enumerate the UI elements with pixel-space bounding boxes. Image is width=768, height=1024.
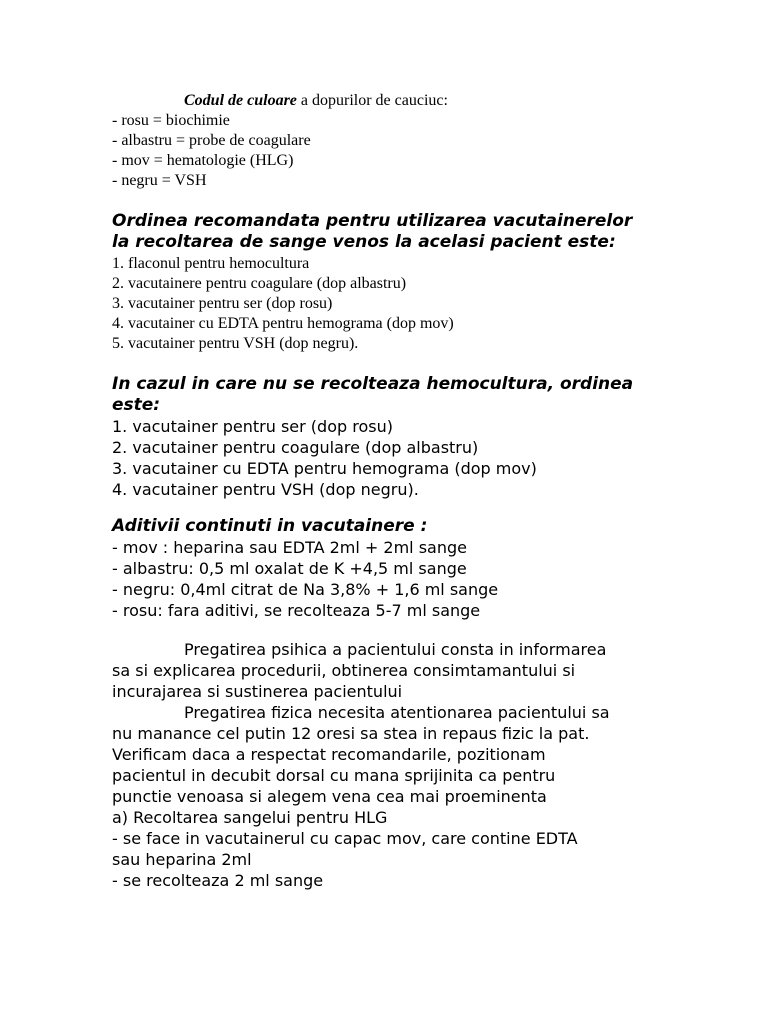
heading-line: Ordinea recomandata pentru utilizarea vacutainerelor (112, 211, 633, 231)
no-hemoculture-heading (112, 374, 672, 416)
additives-heading (112, 516, 672, 537)
list-item: 4. vacutainer pentru VSH (dop negru). (112, 480, 419, 499)
heading-line: la recoltarea de sange venos la acelasi pacient este: (112, 232, 616, 252)
color-code-title (112, 91, 672, 111)
list-item: 1. flaconul pentru hemocultura (112, 255, 310, 272)
list-item: - negru: 0,4ml citrat de Na 3,8% + 1,6 ml sange (112, 580, 499, 599)
recommended-order-list (112, 254, 672, 354)
color-code-item: - albastru = probe de coagulare (112, 132, 311, 149)
paragraph-line: punctie venoasa si alegem vena cea mai proeminenta (112, 787, 547, 806)
preparation-section (112, 639, 672, 891)
list-item: - rosu: fara aditivi, se recolteaza 5-7 ml sange (112, 601, 481, 620)
list-item: 3. vacutainer pentru ser (dop rosu) (112, 295, 333, 312)
paragraph-line: sau heparina 2ml (112, 850, 252, 869)
list-item: 2. vacutainere pentru coagulare (dop albastru) (112, 275, 407, 292)
color-code-item: - rosu = biochimie (112, 112, 230, 129)
list-item: - mov : heparina sau EDTA 2ml + 2ml sange (112, 538, 467, 557)
paragraph-line: pacientul in decubit dorsal cu mana sprijinita ca pentru (112, 766, 556, 785)
no-hemoculture-list (112, 416, 672, 500)
paragraph-line: sa si explicarea procedurii, obtinerea consimtamantului si (112, 661, 576, 680)
list-item: 4. vacutainer cu EDTA pentru hemograma (dop mov) (112, 315, 454, 332)
list-item: 1. vacutainer pentru ser (dop rosu) (112, 417, 393, 436)
heading-line: este: (112, 395, 161, 415)
paragraph-line: nu manance cel putin 12 oresi sa stea in repaus fizic la pat. (112, 724, 590, 743)
recommended-order-heading (112, 211, 672, 253)
paragraph-line: incurajarea si sustinerea pacientului (112, 682, 403, 701)
additives-section (112, 516, 672, 621)
color-code-section (112, 91, 672, 191)
additives-list (112, 537, 672, 621)
list-item: 3. vacutainer cu EDTA pentru hemograma (dop mov) (112, 459, 537, 478)
no-hemoculture-order-section (112, 374, 672, 500)
heading-line: In cazul in care nu se recolteaza hemocultura, ordinea (112, 374, 634, 394)
recommended-order-section (112, 211, 672, 354)
list-item: - albastru: 0,5 ml oxalat de K +4,5 ml sange (112, 559, 467, 578)
paragraph-line: Pregatirea fizica necesita atentionarea pacientului sa (184, 703, 610, 722)
paragraph-line: Pregatirea psihica a pacientului consta in informarea (184, 640, 607, 659)
heading-line: Aditivii continuti in vacutainere : (112, 516, 428, 536)
list-item: 2. vacutainer pentru coagulare (dop albastru) (112, 438, 479, 457)
paragraph-line: - se recolteaza 2 ml sange (112, 871, 324, 890)
color-code-title-rest: a dopurilor de cauciuc: (296, 92, 448, 109)
paragraph-line: a) Recoltarea sangelui pentru HLG (112, 808, 388, 827)
color-code-item: - negru = VSH (112, 172, 207, 189)
paragraph-line: Verificam daca a respectat recomandarile, pozitionam (112, 745, 546, 764)
color-code-item: - mov = hematologie (HLG) (112, 152, 294, 169)
color-code-title-bold: Codul de culoare (184, 92, 297, 109)
paragraph-line: - se face in vacutainerul cu capac mov, care contine EDTA (112, 829, 578, 848)
list-item: 5. vacutainer pentru VSH (dop negru). (112, 335, 359, 352)
